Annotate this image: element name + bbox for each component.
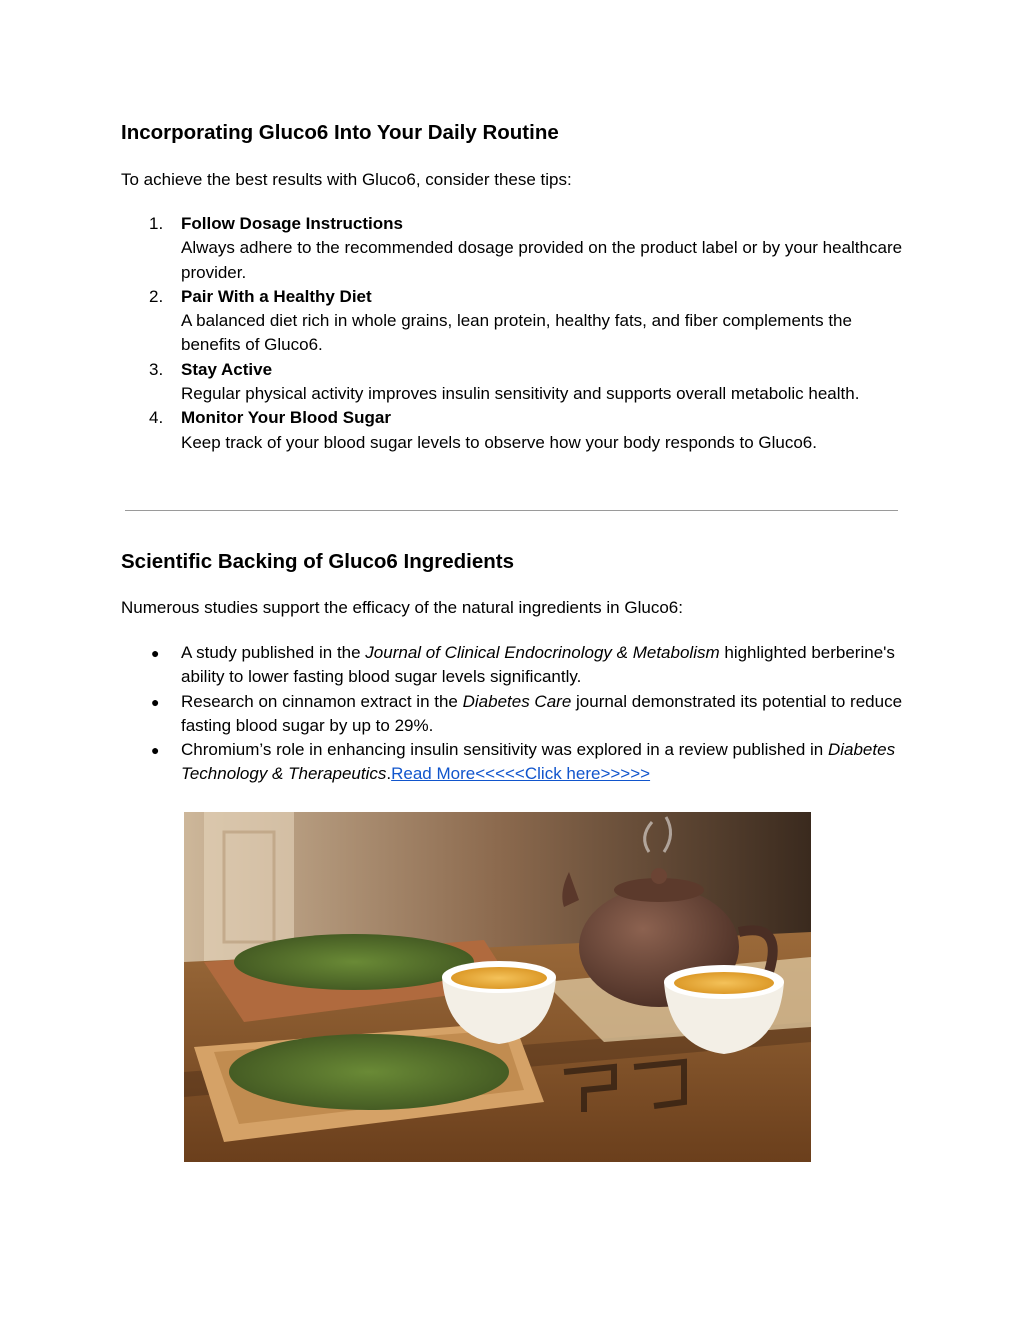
list-item [121, 285, 911, 358]
tip-title: Monitor Your Blood Sugar [181, 408, 391, 428]
tip-text: A balanced diet rich in whole grains, lean protein, healthy fats, and fiber complements the benefits of Gluco6. [181, 311, 852, 355]
section-intro-routine: To achieve the best results with Gluco6, consider these tips: [121, 170, 572, 189]
list-item [121, 641, 911, 690]
list-item [121, 212, 911, 285]
journal-title: Journal of Clinical Endocrinology & Metabolism [365, 643, 720, 662]
list-number: 4. [149, 408, 164, 428]
study-text: highlighted berberine's ability to lower fasting blood sugar levels significantly. [181, 643, 895, 687]
list-item [121, 738, 911, 787]
journal-title: Diabetes Technology & Therapeutics [181, 740, 896, 784]
tea-photo [184, 812, 811, 1162]
study-text: Chromium’s role in enhancing insulin sensitivity was explored in a review published in [181, 740, 828, 760]
tip-title: Pair With a Healthy Diet [181, 286, 372, 306]
horizontal-divider [125, 510, 898, 511]
bullet-icon: ● [151, 645, 160, 661]
list-item [121, 358, 911, 407]
bullet-icon: ● [151, 693, 160, 710]
tip-text: Keep track of your blood sugar levels to observe how your body responds to Gluco6. [181, 432, 817, 452]
study-text: A study published in the [181, 643, 366, 662]
studies-list [121, 641, 911, 787]
section-heading-routine: Incorporating Gluco6 Into Your Daily Routine [121, 121, 559, 144]
list-number: 1. [149, 214, 164, 233]
study-text: Research on cinnamon extract in the [181, 691, 463, 711]
list-number: 3. [149, 359, 164, 379]
bullet-icon: ● [151, 742, 160, 759]
section-intro-science: Numerous studies support the efficacy of the natural ingredients in Gluco6: [121, 598, 683, 617]
tea-photo-illustration [184, 812, 811, 1162]
tip-text: Regular physical activity improves insulin sensitivity and supports overall metabolic health. [181, 384, 860, 404]
tips-list [121, 212, 911, 455]
section-heading-science: Scientific Backing of Gluco6 Ingredients [121, 550, 514, 573]
list-item [121, 690, 911, 739]
tip-text: Always adhere to the recommended dosage provided on the product label or by your healthcare provider. [181, 238, 903, 282]
tip-title: Stay Active [181, 359, 273, 379]
study-text: journal demonstrated its potential to reduce fasting blood sugar by up to 29%. [181, 691, 903, 735]
journal-title: Diabetes Care [462, 691, 572, 711]
list-item [121, 406, 911, 455]
list-number: 2. [149, 286, 164, 306]
study-text: . [386, 764, 392, 784]
read-more-link[interactable]: Read More<<<<<Click here>>>>> [391, 764, 651, 784]
tip-title: Follow Dosage Instructions [181, 214, 403, 233]
